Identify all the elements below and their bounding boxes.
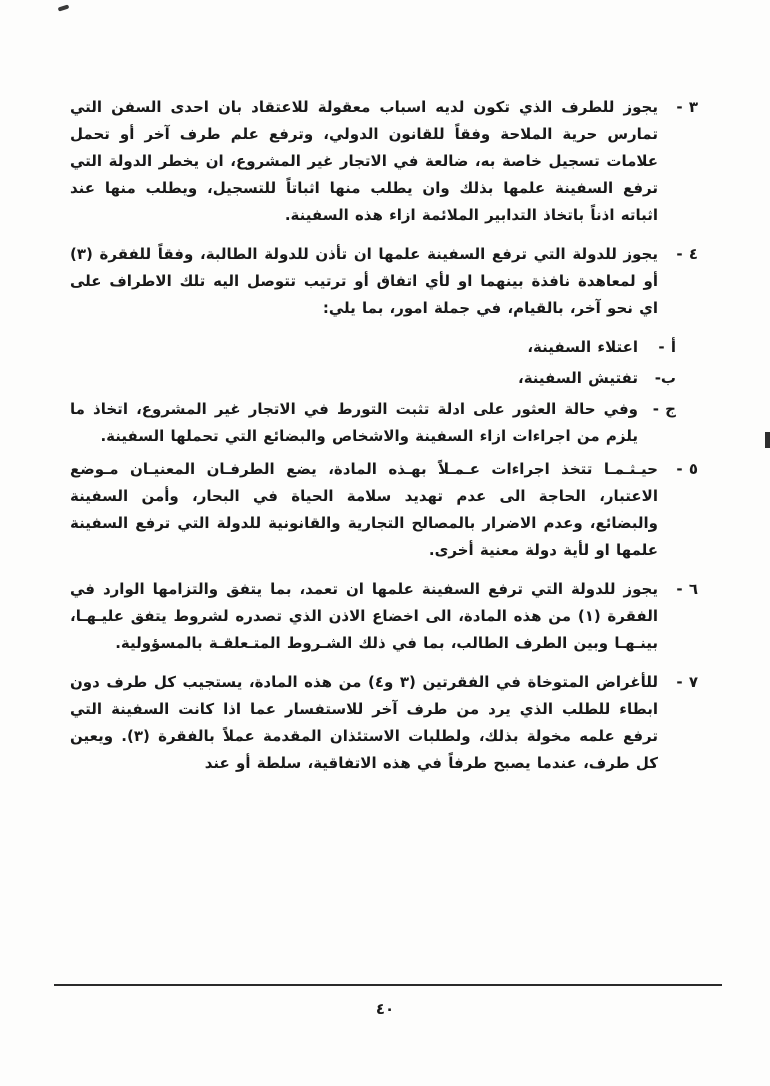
list-item-b [70, 365, 676, 392]
paragraph-4 [70, 241, 698, 322]
scan-artifact [765, 432, 770, 448]
paragraph-marker: ٧ - [676, 673, 698, 691]
list-item-marker: أ - [658, 338, 676, 356]
list-item-a [70, 334, 676, 361]
paragraph-text: يجوز للدولة التي ترفع السفينة علمها ان تعمد، بما يتفق والتزامها الوارد في الفقرة (١) من هذه المادة، الى اخضاع الاذن الذي تصدره لشروط يتفق عليـهـا، بينـهـا وبين الطرف الطالب، بما في ذلك الشـروط المتـعلقـة بالمسؤولية. [70, 580, 658, 652]
paragraph-3 [70, 94, 698, 229]
paragraph-text: يجوز للدولة التي ترفع السفينة علمها ان تأذن للدولة الطالبة، وفقاً للفقرة (٣) أو لمعاهدة نافذة بينهما او لأي اتفاق أو ترتيب تتوصل اليه تلك الاطراف على اي نحو آخر، بالقيام، في جملة امور، بما يلي: [70, 245, 658, 317]
list-item-text: تفتيش السفينة، [518, 369, 638, 387]
document-body [70, 94, 698, 789]
paragraph-marker: ٣ - [676, 98, 698, 116]
paragraph-text: حيـثـمـا تتخذ اجراءات عـمـلاً بهـذه المادة، يضع الطرفـان المعنيـان مـوضع الاعتبار، الحاجة الى عدم تهديد سلامة الحياة في البحار، وأمن السفينة والبضائع، وعدم الاضرار بالمصالح التجارية والقانونية للدولة التي ترفع السفينة علمها او لأية دولة معنية أخرى. [70, 460, 658, 559]
paragraph-marker: ٥ - [676, 460, 698, 478]
paragraph-marker: ٤ - [676, 245, 698, 263]
paragraph-text: يجوز للطرف الذي تكون لديه اسباب معقولة للاعتقاد بان احدى السفن التي تمارس حرية الملاحة وفقاً للقانون الدولي، وترفع علم طرف آخر أو تحمل علامات تسجيل خاصة به، ضالعة في الاتجار غير المشروع، ان يخطر الدولة التي ترفع السفينة علمها بذلك وان يطلب منها اثباتاً للتسجيل، ويطلب منها عند اثباته اذناً باتخاذ التدابير الملائمة ازاء هذه السفينة. [70, 98, 658, 224]
paragraph-marker: ٦ - [676, 580, 698, 598]
footer-divider [54, 984, 722, 986]
list-item-text: وفي حالة العثور على ادلة تثبت التورط في الاتجار غير المشروع، اتخاذ ما يلزم من اجراءات ازاء السفينة والاشخاص والبضائع التي تحملها السفينة. [70, 400, 638, 445]
list-item-text: اعتلاء السفينة، [527, 338, 638, 356]
paragraph-7 [70, 669, 698, 777]
scan-artifact [58, 4, 70, 11]
page-number: ٤٠ [375, 1000, 395, 1018]
paragraph-5 [70, 456, 698, 564]
list-item-marker: ب- [654, 369, 676, 387]
list-item-c [70, 396, 676, 450]
paragraph-text: للأغراض المتوخاة في الفقرتين (٣ و٤) من هذه المادة، يستجيب كل طرف دون ابطاء للطلب الذي يرد من طرف آخر للاستفسار عما اذا كانت السفينة التي ترفع علمه مخولة بذلك، ولطلبات الاستئذان المقدمة عملاً بالفقرة (٣). ويعين كل طرف، عندما يصبح طرفاً في هذه الاتفاقية، سلطة أو عند [70, 673, 659, 772]
list-item-marker: ج - [652, 400, 676, 418]
paragraph-6 [70, 576, 698, 657]
